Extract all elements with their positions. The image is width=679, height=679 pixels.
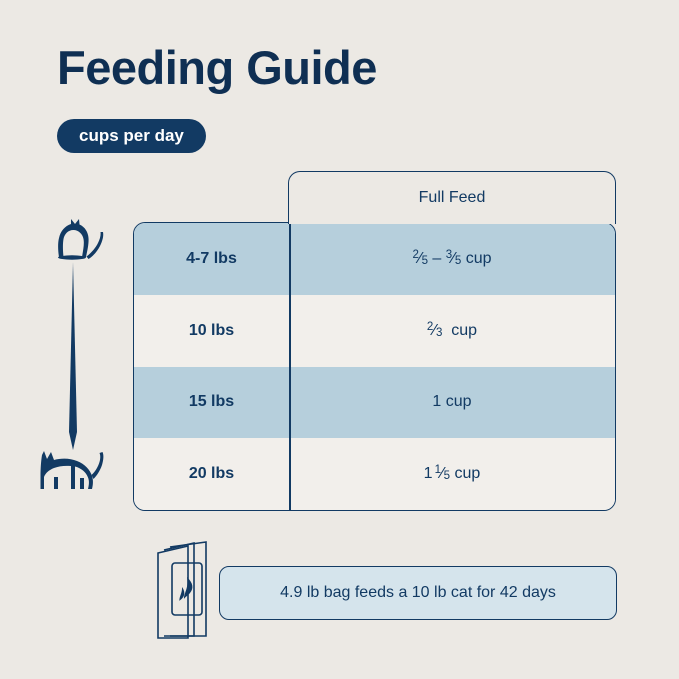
cell-amount: 1 cup — [432, 393, 472, 411]
cell-amount — [289, 295, 615, 367]
table-header-full-feed — [288, 171, 616, 224]
subtitle-pill-label: cups per day — [79, 126, 184, 145]
page-title: Feeding Guide — [57, 41, 377, 94]
subtitle-pill — [57, 119, 206, 153]
feeding-table — [133, 222, 616, 511]
fraction-range: $^2⁄_5$ – $^3⁄_5$ — [412, 249, 462, 267]
cat-walking-icon — [38, 445, 104, 493]
table-column-divider — [289, 223, 291, 510]
table-row — [134, 438, 615, 510]
cat-sitting-icon — [45, 216, 105, 260]
cell-weight: 20 lbs — [188, 465, 235, 483]
cell-amount — [289, 438, 615, 510]
table-row — [134, 295, 615, 367]
amount-whole: 1 — [423, 465, 433, 483]
table-row — [134, 367, 615, 439]
cell-weight: 4-7 lbs — [186, 249, 237, 267]
bag-yield-text: 4.9 lb bag feeds a 10 lb cat for 42 days — [280, 584, 556, 601]
amount-unit: cup — [451, 321, 478, 339]
cell-weight: 10 lbs — [188, 321, 235, 339]
fraction: $^2⁄_3$ — [426, 320, 443, 339]
bag-yield-callout — [219, 566, 617, 620]
table-header-label: Full Feed — [418, 189, 486, 206]
table-row — [134, 223, 615, 295]
measuring-line-icon — [66, 262, 80, 450]
amount-unit: cup — [454, 465, 481, 483]
cell-amount — [289, 223, 615, 295]
fraction: $^1⁄_5$ — [434, 464, 451, 483]
cell-weight: 15 lbs — [188, 393, 235, 411]
amount-unit: cup — [465, 249, 492, 267]
